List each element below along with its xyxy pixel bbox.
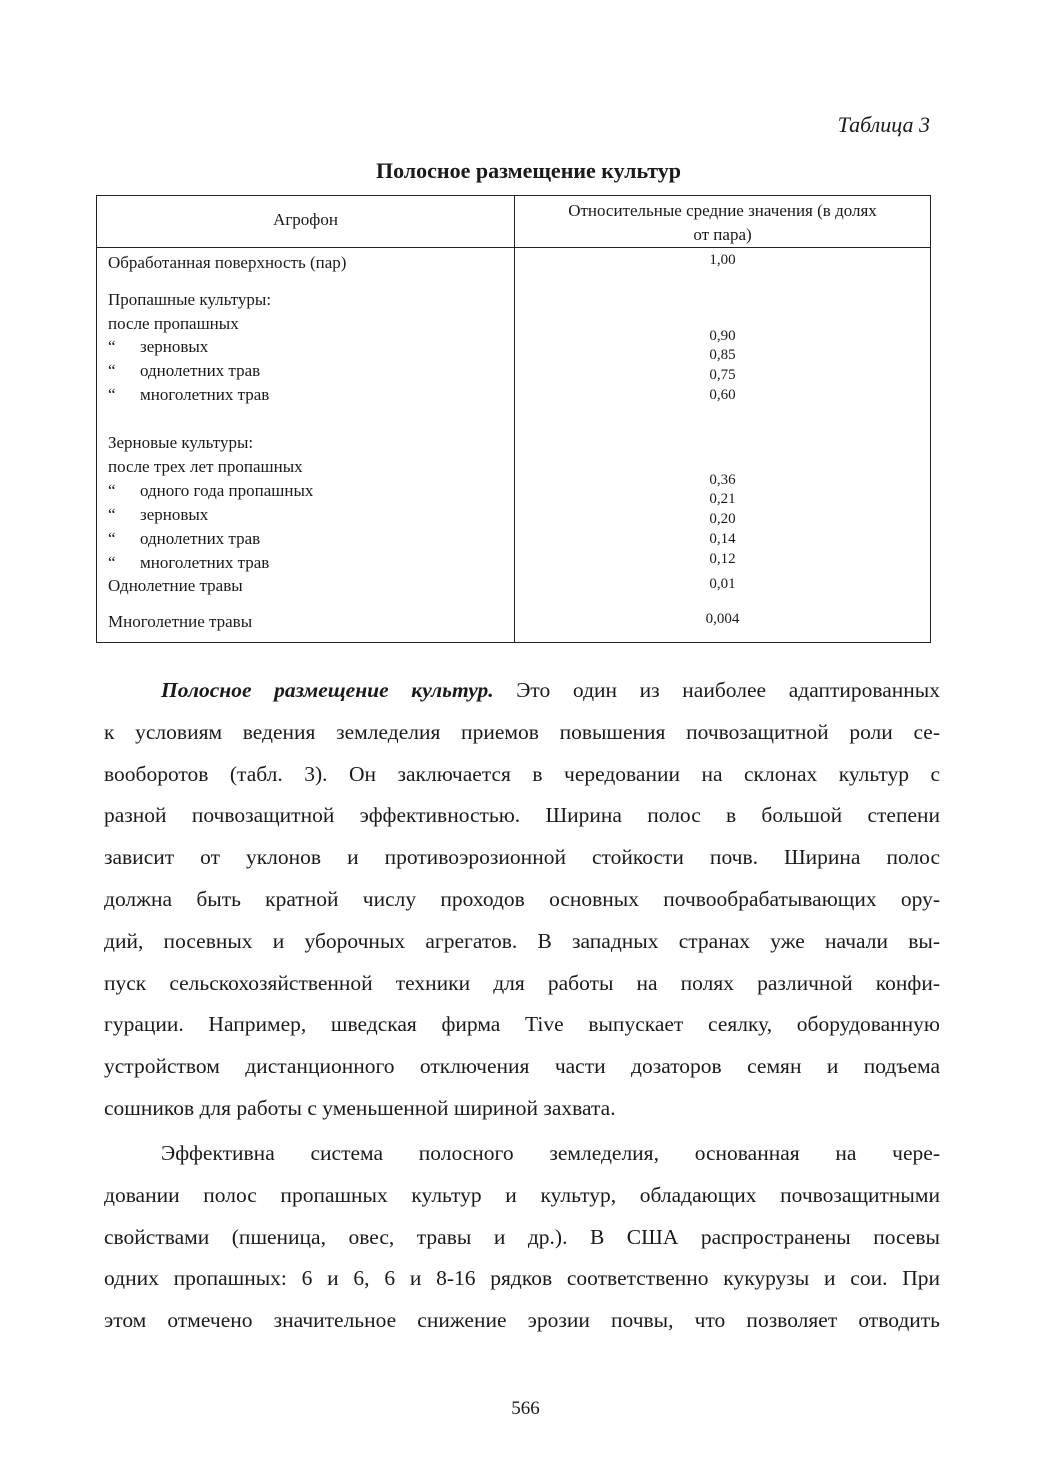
table-row-value: 0,75 — [709, 367, 736, 383]
table-row-agrofon — [108, 336, 208, 358]
paragraph-line: зависит от уклонов и противоэрозионной стойкости почв. Ширина полос — [104, 845, 940, 870]
paragraph-line: одних пропашных: 6 и 6, 6 и 8-16 рядков соответственно кукурузы и сои. При — [104, 1266, 940, 1291]
table-row-value: 0,12 — [709, 551, 736, 567]
table-row-agrofon: после пропашных — [108, 314, 239, 333]
table-row-agrofon — [108, 504, 208, 526]
ditto-mark: “ — [108, 553, 116, 572]
table-row-agrofon-text: зерновых — [140, 505, 209, 524]
paragraph-line: Эффективна система полосного земледелия, основанная на чере- — [161, 1141, 940, 1165]
header-relative-values-line1: Относительные средние значения (в долях — [568, 201, 877, 220]
table-row-agrofon: после трех лет пропашных — [108, 457, 303, 476]
table-row-agrofon: Зерновые культуры: — [108, 433, 254, 452]
paragraph-line: довании полос пропашных культур и культур, обладающих почвозащитными — [104, 1182, 940, 1207]
table-row-value: 0,01 — [709, 576, 736, 592]
table-row-value: 0,21 — [709, 491, 736, 507]
body-paragraph-2 — [104, 1133, 940, 1342]
table-row-value: 1,00 — [709, 252, 736, 268]
paragraph-line: должна быть кратной числу проходов основных почвообрабатывающих ору- — [104, 886, 940, 911]
page-number: 566 — [511, 1398, 540, 1419]
table-row-value: 0,14 — [709, 531, 736, 547]
table-row-value: 0,90 — [709, 328, 736, 344]
ditto-mark: “ — [108, 361, 116, 380]
table-row-value: 0,85 — [709, 347, 736, 363]
table-row-agrofon-text: многолетних трав — [140, 385, 270, 404]
header-relative-values — [515, 199, 930, 247]
table-row-agrofon-text: однолетних трав — [140, 529, 261, 548]
table-row-agrofon — [108, 480, 313, 502]
table-row-value: 0,36 — [709, 472, 736, 488]
table-row-value: 0,60 — [709, 387, 736, 403]
ditto-mark: “ — [108, 337, 116, 356]
paragraph-line: пуск сельскохозяйственной техники для работы на полях различной конфи- — [104, 970, 940, 995]
table-number-label: Таблица 3 — [837, 112, 930, 137]
table-header-divider — [97, 247, 930, 248]
table-row-agrofon — [108, 360, 260, 382]
ditto-mark: “ — [108, 481, 116, 500]
table-row-agrofon-text: зерновых — [140, 337, 209, 356]
paragraph-line: вооборотов (табл. 3). Он заключается в чередовании на склонах культур с — [104, 761, 940, 786]
paragraph-line-text: Это один из наиболее адаптированных — [493, 678, 940, 702]
table-row-agrofon — [108, 528, 260, 550]
paragraph-line: этом отмечено значительное снижение эрозии почвы, что позволяет отводить — [104, 1308, 940, 1333]
paragraph-line: сошников для работы с уменьшенной шириной захвата. — [104, 1095, 616, 1120]
table-row-agrofon: Обработанная поверхность (пар) — [108, 253, 347, 272]
paragraph-lead-heading: Полосное размещение культур. — [161, 678, 494, 702]
ditto-mark: “ — [108, 529, 116, 548]
table-row-agrofon-text: многолетних трав — [140, 553, 270, 572]
paragraph-line: дий, посевных и уборочных агрегатов. В западных странах уже начали вы- — [104, 928, 940, 953]
table-row-agrofon: Многолетние травы — [108, 612, 253, 631]
header-agrofon: Агрофон — [273, 210, 338, 229]
table-row-value: 0,004 — [705, 611, 740, 627]
table-row-value: 0,20 — [709, 511, 736, 527]
paragraph-line: устройством дистанционного отключения части дозаторов семян и подъема — [104, 1054, 940, 1079]
header-relative-values-line2: от пара) — [693, 225, 752, 244]
ditto-mark: “ — [108, 505, 116, 524]
paragraph-line: разной почвозащитной эффективностью. Ширина полос в большой степени — [104, 803, 940, 828]
table-row-agrofon: Однолетние травы — [108, 576, 243, 595]
table-row-agrofon-text: одного года пропашных — [140, 481, 314, 500]
table-row-agrofon — [108, 384, 269, 406]
table-row-agrofon — [108, 552, 269, 574]
paragraph-line — [104, 670, 940, 712]
paragraph-line: гурации. Например, шведская фирма Tive выпускает сеялку, оборудованную — [104, 1012, 940, 1037]
ditto-mark: “ — [108, 385, 116, 404]
paragraph-line: свойствами (пшеница, овес, травы и др.). В США распространены посевы — [104, 1224, 940, 1249]
table-row-agrofon: Пропашные культуры: — [108, 290, 272, 309]
table-title: Полосное размещение культур — [375, 158, 682, 183]
crop-strip-table — [96, 195, 931, 643]
body-paragraph-1 — [104, 670, 940, 1130]
paragraph-line: к условиям ведения земледелия приемов повышения почвозащитной роли се- — [104, 719, 940, 744]
table-row-agrofon-text: однолетних трав — [140, 361, 261, 380]
